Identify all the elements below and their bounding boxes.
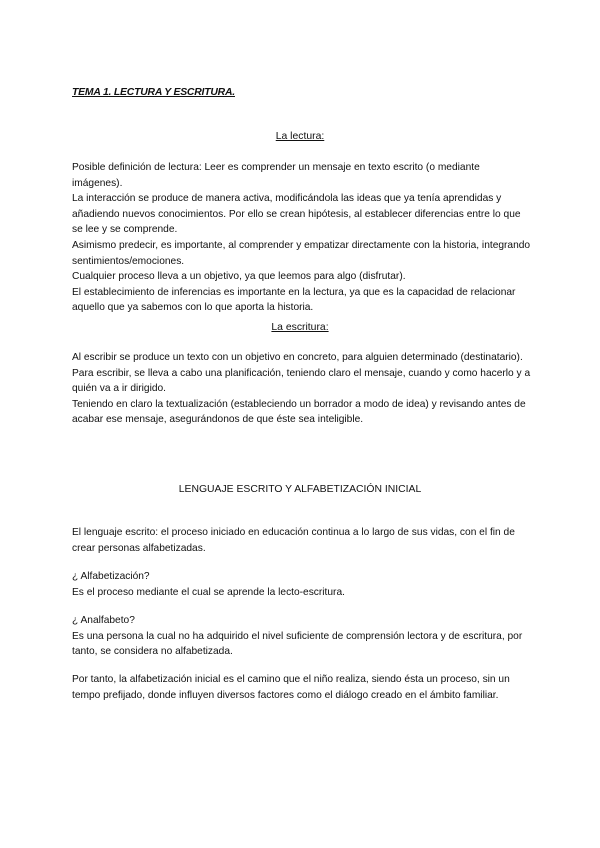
- question: ¿ Analfabeto?: [72, 615, 135, 626]
- paragraph: Al escribir se produce un texto con un objetivo en concreto, para alguien determinado (destinatario).: [72, 352, 523, 363]
- paragraph: El lenguaje escrito: el proceso iniciado en educación continua a lo largo de sus vidas, con el fin de crear personas alfabetizadas.: [72, 527, 515, 554]
- paragraph: Posible definición de lectura: Leer es comprender un mensaje en texto escrito (o mediante imágenes).: [72, 162, 480, 189]
- section-heading-escritura: La escritura:: [271, 322, 329, 333]
- paragraph: Para escribir, se lleva a cabo una planificación, teniendo claro el mensaje, cuando y como hacerlo y a quién va a ir dirigido.: [72, 367, 531, 395]
- paragraph: El establecimiento de inferencias es importante en la lectura, ya que es la capacidad de relacionar aquello que ya sabemos con lo que aporta la historia.: [72, 286, 516, 314]
- lenguaje-conclusion: [72, 672, 532, 703]
- paragraph: Cualquier proceso lleva a un objetivo, ya que leemos para algo (disfrutar).: [72, 271, 406, 283]
- answer: Es el proceso mediante el cual se aprende la lecto-escritura.: [72, 586, 345, 598]
- section-heading-lectura: La lectura:: [275, 131, 325, 142]
- paragraph: Por tanto, la alfabetización inicial es el camino que el niño realiza, siendo ésta un proceso, sin un tempo prefijado, donde influyen diversos factores como el diálogo creado en el ámbito familiar.: [72, 674, 510, 701]
- paragraph: Asimismo predecir, es importante, al comprender y empatizar directamente con la historia, integrando sentimientos/emociones.: [72, 239, 531, 267]
- lenguaje-intro: [72, 525, 532, 556]
- document-title: TEMA 1. LECTURA Y ESCRITURA.: [72, 87, 235, 98]
- answer: Es una persona la cual no ha adquirido el nivel suficiente de comprensión lectora y de escritura, por tanto, se considera no alfabetizada.: [72, 630, 523, 658]
- analfabeto-qa: [72, 613, 532, 660]
- section-body-lectura: [72, 160, 532, 316]
- alfabetizacion-qa: [72, 569, 532, 600]
- section-heading-lenguaje: LENGUAJE ESCRITO Y ALFABETIZACIÓN INICIAL: [178, 484, 422, 495]
- section-body-escritura: [72, 350, 532, 428]
- paragraph: Teniendo en claro la textualización (estableciendo un borrador a modo de idea) y revisando antes de acabar ese mensaje, asegurándonos de que éste sea inteligible.: [72, 398, 526, 426]
- paragraph: La interacción se produce de manera activa, modificándola las ideas que ya tenía aprendidas y añadiendo nuevos conocimientos. Por ello se crean hipótesis, al establecer diferencias entre lo que se lee y se comprende.: [72, 193, 521, 236]
- question: ¿ Alfabetización?: [72, 571, 150, 582]
